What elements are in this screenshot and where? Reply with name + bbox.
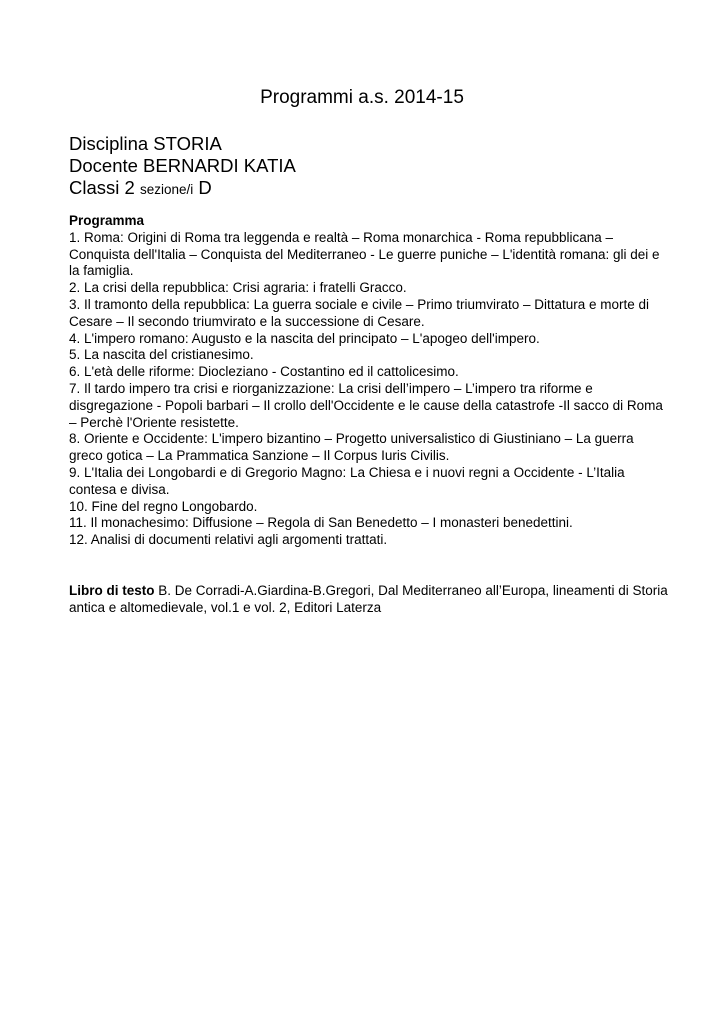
program-item: 9. L'Italia dei Longobardi e di Gregorio Magno: La Chiesa e i nuovi regni a Occidente - L’Italia contesa e divisa. bbox=[69, 464, 625, 497]
program-label: Programma bbox=[69, 213, 145, 228]
program-item: 7. Il tardo impero tra crisi e riorganizzazione: La crisi dell’impero – L’impero tra riforme e disgregazione - Popoli barbari – Il crollo dell'Occidente e le cause della catastrofe -Il sacco di Roma – Perchè l'Oriente resistette. bbox=[69, 380, 663, 430]
program-section bbox=[69, 213, 669, 549]
class-prefix: Classi 2 bbox=[69, 177, 140, 198]
class-section-label: sezione/i bbox=[139, 182, 194, 197]
discipline-line: Disciplina STORIA bbox=[69, 133, 222, 154]
class-line bbox=[69, 177, 296, 201]
program-item: 12. Analisi di documenti relativi agli argomenti trattati. bbox=[69, 532, 388, 548]
program-item: 11. Il monachesimo: Diffusione – Regola di San Benedetto – I monasteri benedettini. bbox=[69, 515, 573, 531]
class-section: D bbox=[193, 177, 212, 198]
textbook-section bbox=[69, 583, 669, 617]
program-item: 6. L'età delle riforme: Diocleziano - Costantino ed il cattolicesimo. bbox=[69, 364, 459, 380]
program-item: 2. La crisi della repubblica: Crisi agraria: i fratelli Gracco. bbox=[69, 280, 407, 296]
program-item: 1. Roma: Origini di Roma tra leggenda e realtà – Roma monarchica - Roma repubblicana – Conquista dell'Italia – Conquista del Mediterraneo - Le guerre puniche – L'identità romana: gli dei e la famiglia. bbox=[69, 229, 660, 279]
program-item: 10. Fine del regno Longobardo. bbox=[69, 498, 258, 514]
document-title: Programmi a.s. 2014-15 bbox=[260, 87, 464, 108]
textbook-label: Libro di testo bbox=[69, 583, 155, 598]
program-item: 4. L'impero romano: Augusto e la nascita del principato – L'apogeo dell'impero. bbox=[69, 330, 540, 346]
textbook-text: B. De Corradi-A.Giardina-B.Gregori, Dal Mediterraneo all’Europa, lineamenti di Storia antica e altomedievale, vol.1 e vol. 2, Editori Laterza bbox=[69, 583, 668, 615]
teacher-line: Docente BERNARDI KATIA bbox=[69, 155, 296, 176]
program-item: 3. Il tramonto della repubblica: La guerra sociale e civile – Primo triumvirato – Dittatura e morte di Cesare – Il secondo triumvirato e la successione di Cesare. bbox=[69, 296, 650, 329]
program-item: 8. Oriente e Occidente: L'impero bizantino – Progetto universalistico di Giustiniano – La guerra greco gotica – La Prammatica Sanzione – Il Corpus Iuris Civilis. bbox=[69, 431, 634, 464]
course-header bbox=[69, 133, 296, 201]
program-item: 5. La nascita del cristianesimo. bbox=[69, 347, 254, 363]
